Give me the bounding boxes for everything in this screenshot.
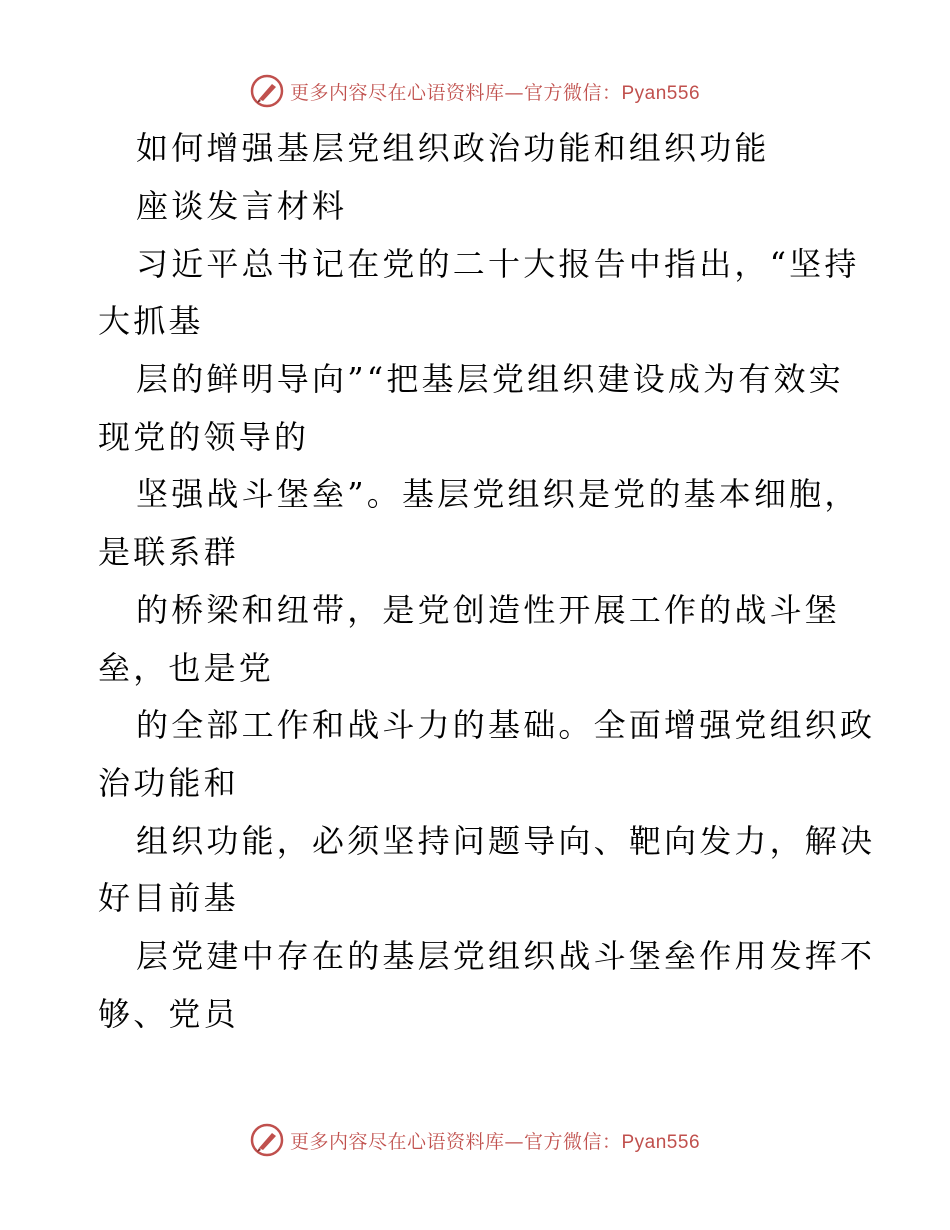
pen-logo-icon bbox=[250, 1123, 284, 1157]
body-line: 习近平总书记在党的二十大报告中指出，“坚持 bbox=[136, 245, 860, 283]
body-line: 层党建中存在的基层党组织战斗堡垒作用发挥不 bbox=[136, 937, 876, 975]
pen-logo-icon bbox=[250, 74, 284, 108]
body-line: 组织功能，必须坚持问题导向、靶向发力，解决 bbox=[136, 822, 876, 860]
body-line: 是联系群 bbox=[98, 533, 239, 571]
body-line: 的桥梁和纽带，是党创造性开展工作的战斗堡 bbox=[136, 591, 841, 629]
body-line: 垒，也是党 bbox=[98, 649, 275, 687]
watermark-text bbox=[290, 78, 700, 105]
watermark-wechat-id: Pyan556 bbox=[621, 1131, 701, 1153]
body-line: 大抓基 bbox=[98, 302, 204, 340]
body-line: 层的鲜明导向”“把基层党组织建设成为有效实 bbox=[136, 360, 844, 398]
body-line: 坚强战斗堡垒”。基层党组织是党的基本细胞， bbox=[136, 475, 860, 513]
body-line: 好目前基 bbox=[98, 879, 239, 917]
document-subtitle: 座谈发言材料 bbox=[136, 187, 348, 225]
watermark-text-cn: 更多内容尽在心语资料库—官方微信： bbox=[289, 81, 622, 104]
header-watermark bbox=[0, 71, 950, 111]
watermark-text bbox=[290, 1127, 700, 1154]
watermark-wechat-id: Pyan556 bbox=[621, 82, 701, 104]
document-title: 如何增强基层党组织政治功能和组织功能 bbox=[136, 129, 770, 167]
watermark-text-cn: 更多内容尽在心语资料库—官方微信： bbox=[289, 1130, 622, 1153]
body-line: 治功能和 bbox=[98, 764, 239, 802]
body-line: 够、党员 bbox=[98, 995, 239, 1033]
footer-watermark bbox=[0, 1120, 950, 1160]
body-line: 现党的领导的 bbox=[98, 418, 310, 456]
body-line: 的全部工作和战斗力的基础。全面增强党组织政 bbox=[136, 706, 876, 744]
